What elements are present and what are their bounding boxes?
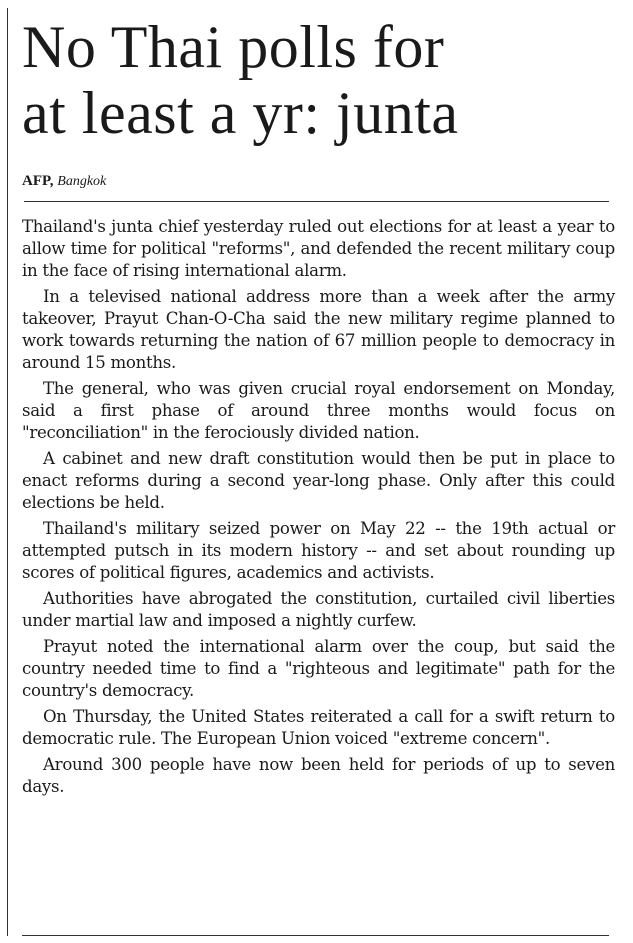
article-paragraph: In a televised national address more than a week after the army takeover, Prayut Chan-O-Cha said the new military regime planned to work towards returning the nation of 67 million people to democracy in around 15 months.	[22, 287, 615, 372]
article-paragraph: Authorities have abrogated the constitution, curtailed civil liberties under martial law and imposed a nightly curfew.	[22, 589, 615, 630]
headline	[22, 14, 615, 146]
article-paragraph: Prayut noted the international alarm over the coup, but said the country needed time to find a "righteous and legitimate" path for the country's democracy.	[22, 637, 615, 700]
byline-agency: AFP,	[22, 173, 54, 189]
article-paragraph: On Thursday, the United States reiterated a call for a swift return to democratic rule. The European Union voiced "extreme concern".	[22, 707, 615, 748]
bottom-divider	[22, 935, 609, 936]
byline-place: Bangkok	[57, 174, 107, 189]
article-paragraph: The general, who was given crucial royal endorsement on Monday, said a first phase of around three months would focus on "reconciliation" in the ferociously divided nation.	[22, 379, 615, 442]
news-article	[22, 14, 615, 802]
article-paragraph: A cabinet and new draft constitution would then be put in place to enact reforms during a second year-long phase. Only after this could elections be held.	[22, 449, 615, 512]
byline-divider	[24, 201, 609, 202]
left-column-rule	[7, 8, 8, 936]
byline	[22, 172, 615, 191]
article-paragraph: Around 300 people have now been held for periods of up to seven days.	[22, 755, 615, 796]
article-body	[22, 216, 615, 798]
headline-line-2: at least a yr: junta	[22, 80, 459, 146]
article-paragraph: Thailand's military seized power on May 22 -- the 19th actual or attempted putsch in its modern history -- and set about rounding up scores of political figures, academics and activists.	[22, 519, 615, 582]
article-paragraph: Thailand's junta chief yesterday ruled out elections for at least a year to allow time for political "reforms", and defended the recent military coup in the face of rising international alarm.	[22, 217, 615, 280]
headline-line-1: No Thai polls for	[22, 14, 445, 80]
